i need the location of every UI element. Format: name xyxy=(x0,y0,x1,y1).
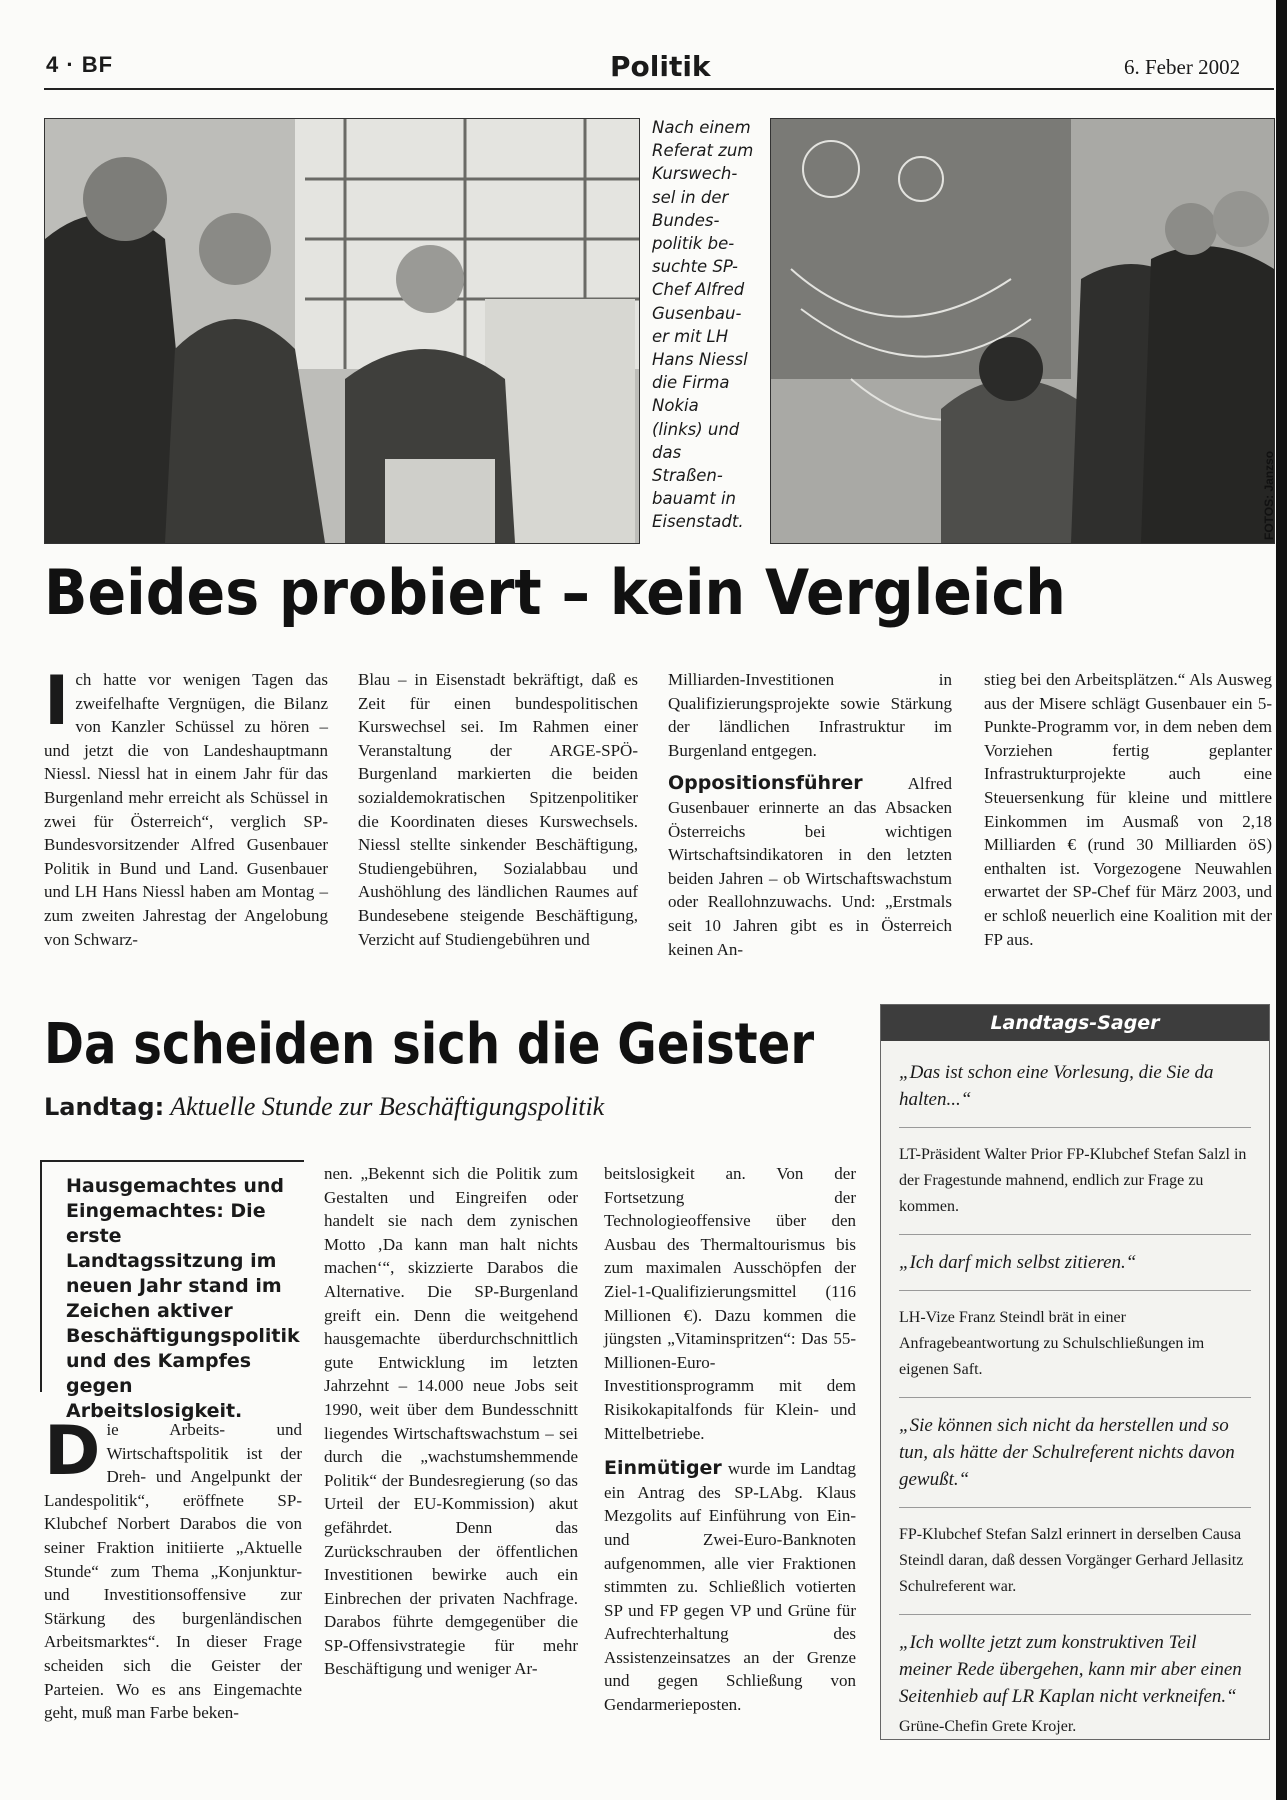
article1-headline: Beides probiert – kein Vergleich xyxy=(44,556,1066,629)
photo-caption: Nach einem Referat zum Kurswech- sel in der Bundes- politik be- suchte SP- Chef Alfred Gusenbau- er mit LH Hans Niessl die Firma Nokia (links) und das Straßen- bauamt in Eisenstadt. xyxy=(652,118,754,532)
article2-kicker xyxy=(44,1092,604,1122)
article2-dropcap: D xyxy=(44,1412,101,1491)
scan-edge xyxy=(1276,0,1287,1800)
article1-col4-text: stieg bei den Arbeitsplätzen.“ Als Ausweg aus der Misere schlägt Gusenbauer ein 5-Punkte-Programm vor, in dem neben dem Vorziehen fertig geplanter Infrastrukturprojekte auch eine Steuersenkung für kleine und mittlere Einkommen im Ausmaß von 2,18 Milliarden € (rund 30 Milliarden öS) enthalten ist. Vorgezogene Neuwahlen erwartet der SP-Chef für März 2003, und er schloß neuerlich eine Koalition mit der FP aus. xyxy=(984,670,1272,949)
photo-credit: FOTOS: Janzso xyxy=(1262,450,1276,540)
header-rule xyxy=(44,88,1274,90)
article2-col2-text: nen. „Bekennt sich die Politik zum Gestalten und Eingreifen oder handelt sie nach dem zynischen Motto ‚Da kann man halt nichts machen‘“, skizzierte Darabos die Alternative. Die SP-Burgenland greift ein. Denn die weitgehend hausgemachte überdurchschnittlich gute Entwicklung im letzten Jahrzehnt – 14.000 neue Jobs seit 1990, weit über dem Bundesschnitt liegendes Wirtschaftswachstum – sei durch die „wachstumshemmende Politik“ der Bundesregierung (so das Urteil der EU-Kommission) akut gefährdet. Denn das Zurückschrauben der öffentlichen Investitionen bewirke auch ein Einbrechen der privaten Nachfrage. Darabos führte demgegenüber die SP-Offensivstrategie für mehr Beschäftigung und weniger Ar- xyxy=(324,1164,578,1679)
sager-quote-4: „Ich wollte jetzt zum konstruktiven Teil meiner Rede übergehen, kann mir aber einen Seitenhieb auf LR Kaplan nicht verkneifen.“ xyxy=(899,1632,1242,1707)
sager-source-4: Grüne-Chefin Grete Krojer. xyxy=(899,1718,1077,1735)
article1-column-1 xyxy=(44,662,328,951)
sager-divider xyxy=(899,1127,1251,1128)
sager-quote-2: „Ich darf mich selbst zitieren.“ xyxy=(899,1252,1137,1273)
article2-col1-text: ie Arbeits- und Wirtschaftspolitik ist der Dreh- und Angelpunkt der Landespolitik“, eröffnete SP-Klubchef Norbert Darabos die von seiner Fraktion initiierte „Aktuelle Stunde“ zum Thema „Konjunktur- und Investitionsoffensive zur Stärkung des burgenländischen Arbeitsmarktes“. In dieser Frage scheiden sich die Geister der Parteien. Wo es ans Eingemachte geht, muß man Farbe beken- xyxy=(44,1420,302,1723)
article2-column-3 xyxy=(604,1162,856,1717)
article1-subhead: Oppositionsführer xyxy=(668,772,863,795)
article2-col3-text-b: wurde im Landtag ein Antrag des SP-LAbg. Klaus Mezgolits auf Einführung von Ein- und Zwei-Euro-Banknoten aufgenommen, alle vier Fraktionen stimmten zu. Schließlich votierten SP und FP gegen VP und Grüne für Aufrechterhaltung des Assistenzeinsatzes an der Grenze und gegen Schließung von Gendarmerieposten. xyxy=(604,1459,856,1715)
article1-dropcap: I xyxy=(44,662,70,741)
article1-col2-text: Blau – in Eisenstadt bekräftigt, daß es Zeit für einen bundespolitischen Kurswechsel sei. Im Rahmen einer Veranstaltung der ARGE-SPÖ-Burgenland markierten die beiden sozialdemokratischen Spitzenpolitiker die Koordinaten dieses Kurswechsels. Niessl stellte sinkender Beschäftigung, Studiengebühren, Sozialabbau und Aushöhlung des ländlichen Raumes auf Bundesebene steigende Beschäftigung, Verzicht auf Studiengebühren und xyxy=(358,670,638,949)
article2-col3-text-a: beitslosigkeit an. Von der Fortsetzung der Technologieoffensive über den Ausbau des Thermaltourismus bis zum maximalen Ausschöpfen der Ziel-1-Qualifizierungsmittel (116 Millionen €). Dazu kommen die jüngsten „Vitaminspritzen“: Das 55-Millionen-Euro-Investitionsprogramm mit dem Risikokapitalfonds für Klein- und Mittelbetriebe. xyxy=(604,1164,856,1443)
section-title: Politik xyxy=(610,50,711,83)
sager-quote-3: „Sie können sich nicht da herstellen und so tun, als hätte der Schulreferent nichts davon gewußt.“ xyxy=(899,1415,1235,1490)
article1-column-2 xyxy=(358,668,638,951)
sager-source-2: LH-Vize Franz Steindl brät in einer Anfragebeantwortung zu Schulschließungen im eigenen Saft. xyxy=(899,1309,1205,1378)
sager-box xyxy=(880,1004,1270,1740)
issue-date: 6. Feber 2002 xyxy=(1124,55,1241,79)
sager-divider xyxy=(899,1234,1251,1235)
sager-source-1: LT-Präsident Walter Prior FP-Klubchef Stefan Salzl in der Fragestunde mahnend, endlich zur Frage zu kommen. xyxy=(899,1146,1247,1215)
photo-right xyxy=(770,118,1275,544)
sager-quote-1: „Das ist schon eine Vorlesung, die Sie da halten...“ xyxy=(899,1062,1214,1110)
article1-col3-text-a: Milliarden-Investitionen in Qualifizierungsprojekte sowie Stärkung der ländlichen Infrastruktur im Burgenland entgegen. xyxy=(668,670,952,760)
article1-col1-text: ch hatte vor wenigen Tagen das zweifelhafte Vergnügen, die Bilanz von Kanzler Schüssel zu hören – und jetzt die von Landeshauptmann Niessl. Niessl hat in einem Jahr für das Burgenland mehr erreicht als Schüssel in zwei für Österreich“, verglich SP-Bundesvorsitzender Alfred Gusenbauer Politik in Bund und Land. Gusenbauer und LH Hans Niessl haben am Montag – zum zweiten Jahrestag der Angelobung von Schwarz- xyxy=(44,670,328,949)
sager-divider xyxy=(899,1507,1251,1508)
photo-left xyxy=(44,118,640,544)
sager-divider xyxy=(899,1397,1251,1398)
article2-headline: Da scheiden sich die Geister xyxy=(44,1012,815,1077)
article1-column-4 xyxy=(984,668,1272,951)
sager-title: Landtags-Sager xyxy=(881,1005,1269,1041)
article2-kicker-text: Aktuelle Stunde zur Beschäftigungspolitik xyxy=(164,1092,605,1121)
sager-divider xyxy=(899,1614,1251,1615)
article2-subhead: Einmütiger xyxy=(604,1457,722,1480)
article2-teaser: Hausgemachtes und Eingemachtes: Die erste Landtagssitzung im neuen Jahr stand im Zeichen aktiver Beschäftigungspolitik und des Kampfes gegen Arbeitslosigkeit. xyxy=(66,1175,300,1422)
article2-column-1 xyxy=(44,1412,302,1725)
article2-column-2 xyxy=(324,1162,578,1681)
sager-divider xyxy=(899,1290,1251,1291)
sager-source-3: FP-Klubchef Stefan Salzl erinnert in derselben Causa Steindl daran, daß dessen Vorgänger Gerhard Jellasitz Schulreferent war. xyxy=(899,1526,1244,1595)
page-number: 4 · BF xyxy=(46,52,114,77)
article1-col3-text-b: Alfred Gusenbauer erinnerte an das Absacken Österreichs bei wichtigen Wirtschaftsindikatoren in den letzten beiden Jahren – ob Wirtschaftswachstum oder Reallohnzuwachs. Und: „Erstmals seit 10 Jahren gibt es in Österreich keinen An- xyxy=(668,774,952,959)
article2-kicker-label: Landtag: xyxy=(44,1093,165,1121)
article1-column-3 xyxy=(668,668,952,961)
